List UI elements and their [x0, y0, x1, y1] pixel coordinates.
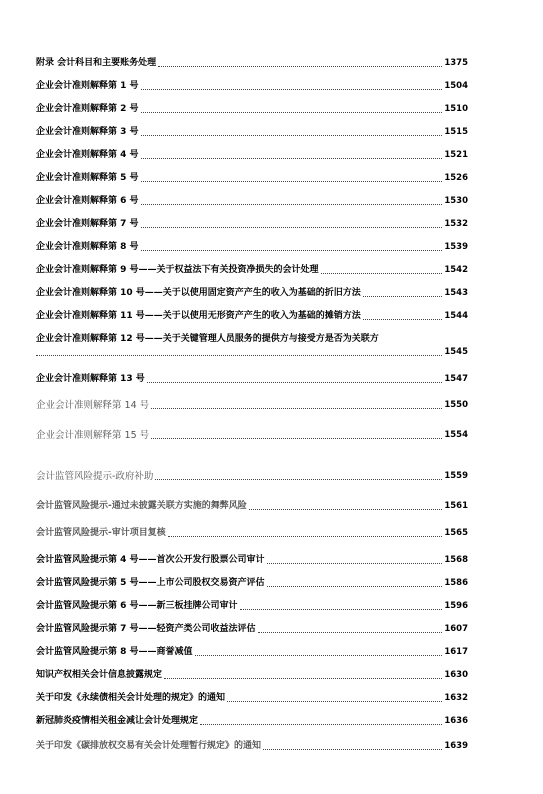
dot-leader: [258, 632, 443, 633]
dot-leader: [141, 181, 443, 182]
dot-leader: [195, 655, 443, 656]
toc-entry-page: 1630: [444, 670, 468, 680]
dot-leader: [168, 536, 443, 537]
toc-entry-title: 会计监管风险提示第 4 号——首次公开发行股票公司审计: [36, 555, 265, 565]
toc-entry-page: 1539: [444, 242, 468, 252]
toc-entry-page: 1561: [444, 501, 468, 511]
toc-entry-title: 企业会计准则解释第 8 号: [36, 242, 139, 252]
toc-entry-title: 企业会计准则解释第 10 号——关于以使用固定资产产生的收入为基础的折旧方法: [36, 288, 361, 298]
toc-entry-title: 企业会计准则解释第 15 号: [36, 430, 150, 441]
toc-entry-title: 企业会计准则解释第 1 号: [36, 81, 139, 91]
dot-leader: [151, 438, 442, 439]
toc-entry[interactable]: [36, 173, 468, 184]
toc-entry-title: 会计监管风险提示第 7 号——轻资产类公司收益法评估: [36, 624, 256, 634]
toc-entry-title: 企业会计准则解释第 3 号: [36, 127, 139, 137]
toc-entry[interactable]: [36, 374, 468, 385]
toc-entry-page: 1596: [444, 601, 468, 611]
toc-entry-page: 1532: [444, 219, 468, 229]
toc-entry-page: 1544: [444, 311, 468, 321]
toc-entry-page: 1565: [444, 528, 468, 538]
dot-leader: [267, 563, 443, 564]
toc-entry-page: 1632: [444, 693, 468, 703]
toc-entry-page: 1586: [444, 578, 468, 588]
toc-entry-title: 会计监管风险提示第 8 号——商誉减值: [36, 647, 193, 657]
toc-entry[interactable]: [36, 242, 468, 253]
dot-leader: [227, 701, 442, 702]
toc-entry-title: 企业会计准则解释第 2 号: [36, 104, 139, 114]
dot-leader: [249, 509, 443, 510]
toc-entry-page: 1568: [444, 555, 468, 565]
dot-leader: [263, 749, 442, 750]
dot-leader: [141, 158, 443, 159]
dot-leader: [141, 112, 443, 113]
dot-leader: [36, 355, 442, 356]
toc-entry-title: 会计监管风险提示-通过未披露关联方实施的舞弊风险: [36, 501, 247, 511]
dot-leader: [363, 296, 443, 297]
dot-leader: [141, 135, 443, 136]
toc-entry-page: 1559: [444, 471, 468, 481]
toc-entry-title: 关于印发《碳排放权交易有关会计处理暂行规定》的通知: [36, 741, 262, 751]
toc-entry-title: 企业会计准则解释第 12 号——关于关键管理人员服务的提供方与接受方是否为关联方: [36, 334, 379, 344]
toc-entry[interactable]: [36, 647, 468, 658]
toc-entry-title: 企业会计准则解释第 13 号: [36, 374, 145, 384]
toc-entry[interactable]: [36, 578, 468, 589]
toc-entry[interactable]: [36, 104, 468, 115]
toc-entry-title: 企业会计准则解释第 4 号: [36, 150, 139, 160]
toc-entry-page: 1547: [444, 374, 468, 384]
toc-entry[interactable]: [36, 741, 468, 752]
toc-entry[interactable]: [36, 471, 468, 482]
toc-entry[interactable]: [36, 624, 468, 635]
toc-entry-page: 1639: [444, 741, 468, 751]
toc-entry-title: 企业会计准则解释第 6 号: [36, 196, 139, 206]
toc-entry-page: 1504: [444, 81, 468, 91]
dot-leader: [141, 204, 443, 205]
toc-entry-page: 1521: [444, 150, 468, 160]
toc-entry-title: 会计监管风险提示第 5 号——上市公司股权交易资产评估: [36, 578, 265, 588]
toc-entry-title: 企业会计准则解释第 11 号——关于以使用无形资产产生的收入为基础的摊销方法: [36, 311, 361, 321]
toc-entry-page: 1530: [444, 196, 468, 206]
dot-leader: [147, 382, 443, 383]
toc-entry[interactable]: [36, 501, 468, 512]
toc-entry-page: 1554: [444, 430, 468, 440]
toc-entry[interactable]: [36, 311, 468, 322]
toc-entry-title: 会计监管风险提示第 6 号——新三板挂牌公司审计: [36, 601, 238, 611]
toc-entry-title: 关于印发《永续债相关会计处理的规定》的通知: [36, 693, 226, 703]
toc-entry-page: 1636: [444, 716, 468, 726]
toc-entry-page: 1526: [444, 173, 468, 183]
dot-leader: [321, 273, 443, 274]
toc-entry[interactable]: [36, 196, 468, 207]
dot-leader: [151, 408, 442, 409]
toc-entry-title: 会计监管风险提示-审计项目复核: [36, 528, 166, 538]
toc-entry-title: 企业会计准则解释第 5 号: [36, 173, 139, 183]
toc-entry[interactable]: [36, 334, 468, 358]
toc-entry-page: 1545: [444, 347, 468, 357]
toc-entry[interactable]: [36, 601, 468, 612]
toc-entry[interactable]: [36, 670, 468, 681]
toc-entry-title: 会计监管风险提示-政府补助: [36, 471, 154, 482]
dot-leader: [267, 586, 443, 587]
toc-entry[interactable]: [36, 150, 468, 161]
toc-entry-page: 1542: [444, 265, 468, 275]
toc-entry[interactable]: [36, 693, 468, 704]
toc-entry-title: 知识产权相关会计信息披露规定: [36, 670, 163, 680]
toc-entry-title: 附录 会计科目和主要账务处理: [36, 58, 157, 68]
toc-entry-title: 企业会计准则解释第 9 号——关于权益法下有关投资净损失的会计处理: [36, 265, 319, 275]
dot-leader: [164, 678, 442, 679]
toc-entry-page: 1550: [444, 400, 468, 410]
toc-entry-page: 1617: [444, 647, 468, 657]
dot-leader: [141, 89, 443, 90]
toc-entry[interactable]: [36, 400, 468, 411]
toc-entry[interactable]: [36, 528, 468, 539]
dot-leader: [141, 250, 443, 251]
toc-entry-page: 1510: [444, 104, 468, 114]
toc-entry[interactable]: [36, 716, 468, 727]
toc-entry-page: 1515: [444, 127, 468, 137]
dot-leader: [141, 227, 443, 228]
toc-entry[interactable]: [36, 288, 468, 299]
toc-entry[interactable]: [36, 127, 468, 138]
toc-entry-page: 1543: [444, 288, 468, 298]
dot-leader: [158, 66, 442, 67]
dot-leader: [240, 609, 443, 610]
toc-entry[interactable]: [36, 555, 468, 566]
dot-leader: [200, 724, 442, 725]
toc-entry[interactable]: [36, 81, 468, 92]
toc-entry-title: 企业会计准则解释第 7 号: [36, 219, 139, 229]
toc-entry[interactable]: [36, 430, 468, 441]
toc-entry-title: 企业会计准则解释第 14 号: [36, 400, 150, 411]
toc-entry-page: 1375: [444, 58, 468, 68]
dot-leader: [155, 479, 442, 480]
toc-entry[interactable]: [36, 58, 468, 69]
dot-leader: [363, 319, 443, 320]
toc-entry[interactable]: [36, 219, 468, 230]
toc-entry-page: 1607: [444, 624, 468, 634]
toc-entry-title: 新冠肺炎疫情相关租金减让会计处理规定: [36, 716, 199, 726]
toc-entry[interactable]: [36, 265, 468, 276]
